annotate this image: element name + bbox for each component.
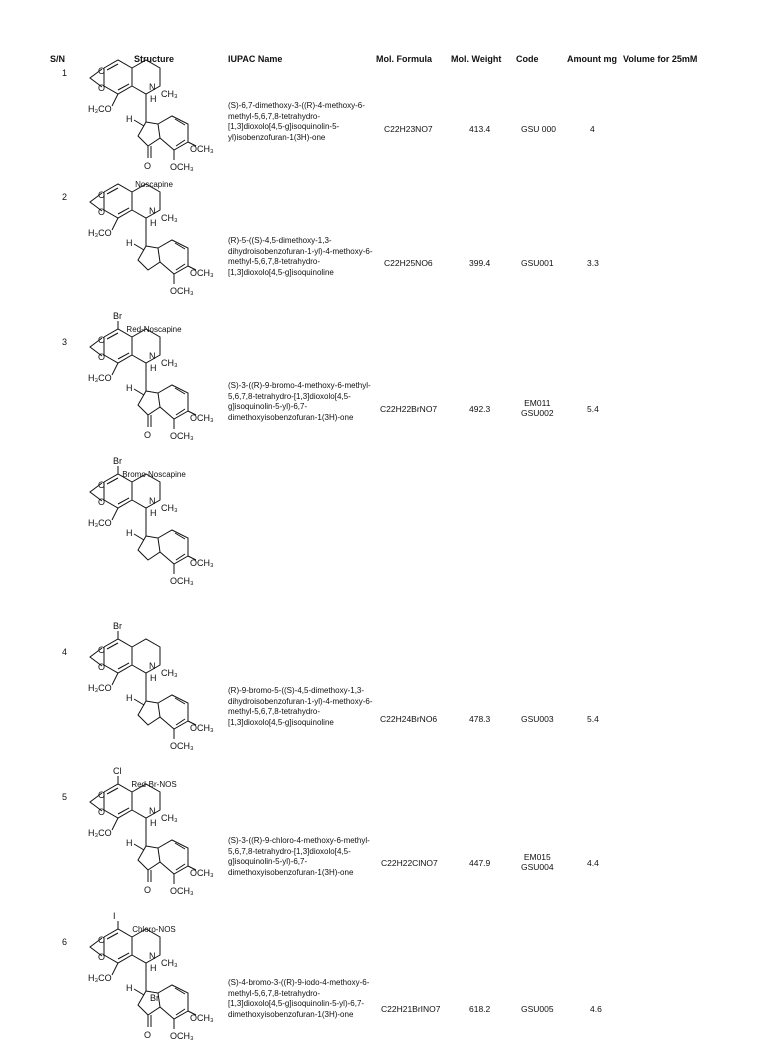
nitrogen-atom: N (149, 951, 156, 961)
methoxy-bond (112, 963, 118, 975)
bridge-hydrogen: H (126, 983, 133, 993)
row-6-formula: C22H21BrINO7 (381, 1004, 441, 1014)
row-4-structure-drawing (82, 621, 222, 757)
dioxole-oxygen-top: O (98, 66, 106, 76)
bridge-hydrogen: H (126, 114, 133, 124)
stereo-hydrogen: H (150, 818, 157, 828)
methoxy-label-left: H₃CO (88, 518, 112, 528)
double-bond (176, 554, 185, 560)
dioxole-oxygen-bottom: O (98, 83, 106, 93)
methoxy-label-left: H₃CO (88, 104, 112, 114)
row-2-code: GSU001 (521, 258, 554, 268)
methoxy-label-bottom: OCH₃ (170, 286, 194, 296)
dioxole-oxygen-bottom: O (98, 952, 106, 962)
wedge-bond (134, 120, 144, 126)
benzene-ring-b (158, 240, 188, 274)
wedge-bond (134, 844, 144, 850)
row-6-amount: 4.6 (590, 1004, 602, 1014)
stereo-hydrogen: H (150, 94, 157, 104)
dioxole-oxygen-top: O (98, 335, 106, 345)
wedge-bond (134, 244, 144, 250)
piperidine-ring (132, 184, 160, 218)
methoxy-label-right: OCH₃ (190, 144, 214, 154)
n-methyl-label: CH₃ (161, 89, 178, 99)
methoxy-label-left: H₃CO (88, 228, 112, 238)
dioxole-oxygen-top: O (98, 645, 106, 655)
bridge-hydrogen: H (126, 238, 133, 248)
row-1-formula: C22H23NO7 (384, 124, 433, 134)
n-methyl-label: CH₃ (161, 958, 178, 968)
furan-ring (138, 122, 160, 146)
row-3-caption: Bromo Noscapine (122, 470, 186, 479)
methoxy-label-left: H₃CO (88, 373, 112, 383)
nitrogen-atom: N (149, 661, 156, 671)
furan-ring (138, 246, 160, 270)
piperidine-ring (132, 60, 160, 94)
row-3-iupac: (S)-3-((R)-9-bromo-4-methoxy-6-methyl-5,6,7,8-tetrahydro-[1,3]dioxolo[4,5-g]isoquinolin-5-yl)-6,7-dimethoxyisobenzofuran-1(3H)-one (228, 381, 371, 422)
furan-ring (138, 701, 160, 725)
row-1-weight: 413.4 (469, 124, 491, 134)
row-5-sn: 5 (62, 792, 68, 802)
wedge-bond (134, 699, 144, 705)
row-5-iupac: (S)-3-((R)-9-chloro-4-methoxy-6-methyl-5,6,7,8-tetrahydro-[1,3]dioxolo[4,5-g]isoquinolin-5-yl)-6,7-dimethoxyisobenzofuran-1(3H)-one (228, 836, 370, 877)
methoxy-label-right: OCH₃ (190, 723, 214, 733)
row-3-weight: 492.3 (469, 404, 491, 414)
row-1-amount: 4 (590, 124, 595, 134)
row-4-iupac: (R)-9-bromo-5-((S)-4,5-dimethoxy-1,3-dihydroisobenzofuran-1-yl)-4-methoxy-6-methyl-5,6,7,8-tetrahydro-[1,3]dioxolo[4,5-g]isoquinoline (228, 686, 373, 727)
stereo-hydrogen: H (150, 218, 157, 228)
row-1-iupac: (S)-6,7-dimethoxy-3-((R)-4-methoxy-6-methyl-5,6,7,8-tetrahydro-[1,3]dioxolo[4,5-g]isoquinolin-5-yl)isobenzofuran-1(3H)-one (228, 101, 365, 142)
methoxy-label-bottom: OCH₃ (170, 741, 194, 751)
header-iupac: IUPAC Name (228, 54, 283, 64)
nitrogen-atom: N (149, 351, 156, 361)
methoxy-label-right: OCH₃ (190, 268, 214, 278)
methoxy-bond (112, 673, 118, 685)
furan-ring (138, 536, 160, 560)
row-4-caption: Red-Br-NOS (131, 780, 177, 789)
benzene-ring-b (158, 385, 188, 419)
piperidine-ring (132, 474, 160, 508)
benzene-ring-b (158, 985, 188, 1019)
methoxy-label-bottom: OCH₃ (170, 162, 194, 172)
halogen-label-top: Br (113, 311, 122, 321)
methoxy-bond (112, 818, 118, 830)
row-2-formula: C22H25NO6 (384, 258, 433, 268)
molecule-svg (82, 621, 222, 757)
dioxole-oxygen-top: O (98, 790, 106, 800)
methoxy-bond (112, 94, 118, 106)
n-methyl-label: CH₃ (161, 668, 178, 678)
methoxy-label-right: OCH₃ (190, 1013, 214, 1023)
bridge-hydrogen: H (126, 528, 133, 538)
double-bond (176, 140, 185, 146)
halogen-label-lower: Br (150, 993, 159, 1003)
halogen-label-top: I (113, 911, 116, 921)
row-4-code: GSU003 (521, 714, 554, 724)
header-weight: Mol. Weight (451, 54, 502, 64)
halogen-label-top: Br (113, 621, 122, 631)
row-4-weight: 478.3 (469, 714, 491, 724)
row-1-code: GSU 000 (521, 124, 556, 134)
bridge-hydrogen: H (126, 693, 133, 703)
benzene-ring-a (104, 329, 132, 363)
n-methyl-label: CH₃ (161, 358, 178, 368)
row-2-amount: 3.3 (587, 258, 599, 268)
methoxy-label-left: H₃CO (88, 683, 112, 693)
row-3-sn: 3 (62, 337, 68, 347)
dioxole-oxygen-top: O (98, 190, 106, 200)
row-5-weight: 447.9 (469, 858, 491, 868)
nitrogen-atom: N (149, 806, 156, 816)
row-5-code: EM015 GSU004 (521, 852, 554, 872)
halogen-label-top: Cl (113, 766, 122, 776)
row-1-structure-drawing (82, 66, 222, 178)
piperidine-ring (132, 929, 160, 963)
methoxy-label-right: OCH₃ (190, 868, 214, 878)
benzene-ring-a (104, 639, 132, 673)
dioxole-oxygen-bottom: O (98, 207, 106, 217)
carbonyl-oxygen: O (144, 885, 152, 895)
benzene-ring-a (104, 929, 132, 963)
row-2-sn: 2 (62, 192, 68, 202)
furan-ring (138, 846, 160, 870)
furan-ring (138, 391, 160, 415)
methoxy-label-right: OCH₃ (190, 413, 214, 423)
stereo-hydrogen: H (150, 673, 157, 683)
carbonyl-oxygen: O (144, 1030, 152, 1040)
row-4-formula: C22H24BrNO6 (380, 714, 438, 724)
benzene-ring-b (158, 530, 188, 564)
benzene-ring-b (158, 695, 188, 729)
n-methyl-label: CH₃ (161, 503, 178, 513)
header-code: Code (516, 54, 539, 64)
row-5-formula: C22H22ClNO7 (381, 858, 438, 868)
row-3-amount: 5.4 (587, 404, 599, 414)
piperidine-ring (132, 639, 160, 673)
nitrogen-atom: N (149, 206, 156, 216)
benzene-ring-b (158, 840, 188, 874)
header-volume: Volume for 25mM (623, 54, 698, 64)
methoxy-label-bottom: OCH₃ (170, 431, 194, 441)
row-6-iupac: (S)-4-bromo-3-((R)-9-iodo-4-methoxy-6-methyl-5,6,7,8-tetrahydro-[1,3]dioxolo[4,5-g]isoquinolin-5-yl)-6,7-dimethoxyisobenzofuran-1(3H)-one (228, 978, 370, 1019)
header-formula: Mol. Formula (376, 54, 432, 64)
piperidine-ring (132, 329, 160, 363)
methoxy-bond (112, 508, 118, 520)
double-bond (176, 864, 185, 870)
row-5-caption: Chloro-NOS (132, 925, 176, 934)
row-3-formula: C22H22BrNO7 (380, 404, 438, 414)
double-bond (176, 1009, 185, 1015)
bridge-hydrogen: H (126, 838, 133, 848)
header-structure: Structure (134, 54, 175, 64)
row-4-amount: 5.4 (587, 714, 599, 724)
double-bond (176, 409, 185, 415)
row-6-weight: 618.2 (469, 1004, 491, 1014)
piperidine-ring (132, 784, 160, 818)
dioxole-oxygen-top: O (98, 935, 106, 945)
benzene-ring-a (104, 184, 132, 218)
row-2-iupac: (R)-5-((S)-4,5-dimethoxy-1,3-dihydroisobenzofuran-1-yl)-4-methoxy-6-methyl-5,6,7,8-tetrahydro-[1,3]dioxolo[4,5-g]isoquinoline (228, 236, 373, 277)
carbonyl-oxygen: O (144, 430, 152, 440)
stereo-hydrogen: H (150, 963, 157, 973)
row-2-structure-drawing (82, 190, 222, 302)
row-4-sn: 4 (62, 647, 68, 657)
nitrogen-atom: N (149, 496, 156, 506)
double-bond (176, 264, 185, 270)
dioxole-oxygen-bottom: O (98, 807, 106, 817)
row-2-caption: Red-Noscapine (126, 325, 182, 334)
header-amount: Amount mg (567, 54, 617, 64)
methoxy-label-bottom: OCH₃ (170, 576, 194, 586)
methoxy-label-bottom: OCH₃ (170, 886, 194, 896)
n-methyl-label: CH₃ (161, 213, 178, 223)
methoxy-label-left: H₃CO (88, 828, 112, 838)
methoxy-label-bottom: OCH₃ (170, 1031, 194, 1041)
methoxy-label-right: OCH₃ (190, 558, 214, 568)
halogen-label-top: Br (113, 456, 122, 466)
methoxy-bond (112, 363, 118, 375)
row-3-code: EM011 GSU002 (521, 398, 554, 418)
wedge-bond (134, 534, 144, 540)
bridge-hydrogen: H (126, 383, 133, 393)
dioxole-oxygen-bottom: O (98, 352, 106, 362)
row-1-caption: Noscapine (135, 180, 173, 189)
benzene-ring-a (104, 60, 132, 94)
dioxole-oxygen-bottom: O (98, 662, 106, 672)
wedge-bond (134, 389, 144, 395)
molecule-svg (82, 66, 222, 178)
row-2-weight: 399.4 (469, 258, 491, 268)
methoxy-bond (112, 218, 118, 230)
stereo-hydrogen: H (150, 363, 157, 373)
double-bond (176, 719, 185, 725)
row-6-sn: 6 (62, 937, 68, 947)
dioxole-oxygen-top: O (98, 480, 106, 490)
dioxole-oxygen-bottom: O (98, 497, 106, 507)
row-5-amount: 4.4 (587, 858, 599, 868)
methoxy-label-left: H₃CO (88, 973, 112, 983)
molecule-svg (82, 190, 222, 302)
row-6-code: GSU005 (521, 1004, 554, 1014)
header-sn: S/N (50, 54, 66, 64)
n-methyl-label: CH₃ (161, 813, 178, 823)
benzene-ring-a (104, 784, 132, 818)
carbonyl-oxygen: O (144, 161, 152, 171)
stereo-hydrogen: H (150, 508, 157, 518)
benzene-ring-a (104, 474, 132, 508)
row-1-sn: 1 (62, 68, 68, 78)
benzene-ring-b (158, 116, 188, 150)
nitrogen-atom: N (149, 82, 156, 92)
row-6-iupac-clip (228, 978, 376, 1024)
wedge-bond (134, 989, 144, 995)
